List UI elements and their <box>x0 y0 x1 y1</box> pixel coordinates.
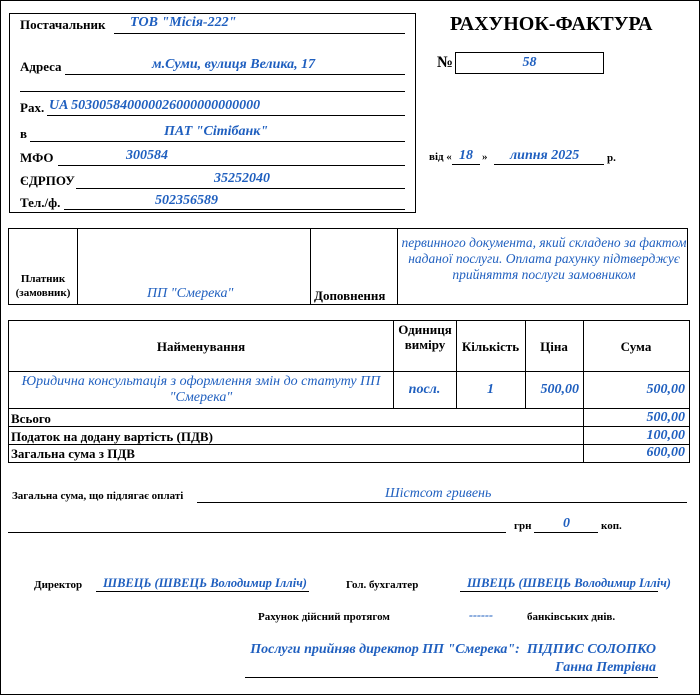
director-label: Директор <box>34 579 83 591</box>
valid-days: ------ <box>469 608 493 622</box>
document-title: РАХУНОК-ФАКТУРА <box>450 13 653 35</box>
item-sum: 500,00 <box>646 382 685 397</box>
items-table <box>8 320 690 463</box>
supplier-underline <box>114 33 405 34</box>
bank-underline <box>30 141 405 142</box>
item-price: 500,00 <box>540 382 579 397</box>
valid-suffix: банківських днів. <box>527 611 616 623</box>
phone-label: Тел./ф. <box>20 195 61 210</box>
hrn-label: грн <box>514 520 532 532</box>
account-underline <box>47 115 405 116</box>
bank-label: в <box>20 126 28 141</box>
addition-label: Доповнення <box>314 288 386 303</box>
director-underline <box>96 591 309 592</box>
grand-total-label: Загальна сума з ПДВ <box>11 446 135 461</box>
date-mid: » <box>482 151 488 163</box>
item-unit: посл. <box>408 382 441 397</box>
accepted-line-1: Послуги прийняв директор ПП "Смерека": ПІДПИС СОЛОПКО <box>250 642 656 657</box>
valid-label: Рахунок дійсний протягом <box>258 611 390 623</box>
address-label: Адреса <box>20 59 62 74</box>
item-name: Юридична консультація з оформлення змін до статуту ПП "Смерека" <box>21 374 381 405</box>
accepted-underline <box>245 677 658 678</box>
payer-box <box>8 228 688 305</box>
accountant-signature: ШВЕЦЬ (ШВЕЦЬ Володимир Ілліч) <box>467 576 671 590</box>
date-day-underline <box>452 164 480 165</box>
account-value: UA 503005840000026000000000000 <box>49 98 261 113</box>
supplier-label: Постачальник <box>20 17 106 32</box>
payer-divider-3 <box>397 229 398 304</box>
address-underline-2 <box>20 91 405 92</box>
row-divider-total <box>9 426 689 427</box>
date-month-year: липня 2025 <box>510 148 580 163</box>
edrpou-label: ЄДРПОУ <box>20 173 75 188</box>
number-label: № <box>437 54 454 71</box>
account-label: Рах. <box>20 100 45 115</box>
kop-label: коп. <box>601 520 622 532</box>
bank-value: ПАТ "Сітібанк" <box>164 124 269 139</box>
address-value: м.Суми, вулиця Велика, 17 <box>152 57 316 72</box>
edrpou-underline <box>76 188 405 189</box>
row-divider-head <box>9 371 689 372</box>
header-sum: Сума <box>620 339 652 354</box>
header-qty: Кількість <box>461 339 520 354</box>
date-day: 18 <box>459 148 473 163</box>
grand-total-value: 600,00 <box>646 445 685 460</box>
payable-underline <box>197 502 687 503</box>
item-qty: 1 <box>487 382 494 397</box>
payable-underline-2 <box>8 532 506 533</box>
accepted-line-2: Ганна Петрівна <box>555 660 656 675</box>
invoice-number: 58 <box>455 52 604 74</box>
payer-divider-1 <box>77 229 78 304</box>
payer-divider-2 <box>310 229 311 304</box>
mfo-label: МФО <box>20 150 54 165</box>
kop-underline <box>534 532 598 533</box>
supplier-value: ТОВ "Місія-222" <box>130 15 237 30</box>
payable-value: Шістсот гривень <box>385 486 492 501</box>
header-unit: Одиниця виміру <box>398 322 452 352</box>
mfo-underline <box>58 165 405 166</box>
header-name: Найменування <box>156 339 246 354</box>
payer-value: ПП "Смерека" <box>147 286 234 301</box>
payable-label: Загальна сума, що підлягає оплаті <box>12 490 184 502</box>
phone-underline <box>64 209 405 210</box>
row-divider-item <box>9 408 689 409</box>
payer-label: Платник (замовник) <box>15 273 71 299</box>
vat-value: 100,00 <box>646 428 685 443</box>
accountant-label: Гол. бухгалтер <box>346 579 419 591</box>
address-underline <box>65 74 405 75</box>
phone-value: 502356589 <box>155 193 218 208</box>
director-signature: ШВЕЦЬ (ШВЕЦЬ Володимир Ілліч) <box>103 576 307 590</box>
date-from-label: від « <box>429 151 452 163</box>
total-value: 500,00 <box>646 410 685 425</box>
edrpou-value: 35252040 <box>214 171 270 186</box>
total-label: Всього <box>11 411 51 426</box>
header-price: Ціна <box>540 339 568 354</box>
date-month-underline <box>494 164 604 165</box>
addition-text: первинного документа, який складено за фактом наданої послуги. Оплата рахунку підтверджує прийняття послуги замовником <box>401 235 687 282</box>
vat-label: Податок на додану вартість (ПДВ) <box>11 429 213 444</box>
mfo-value: 300584 <box>126 148 168 163</box>
accountant-underline <box>460 591 658 592</box>
date-suffix: р. <box>607 152 616 164</box>
kop-value: 0 <box>563 516 570 531</box>
